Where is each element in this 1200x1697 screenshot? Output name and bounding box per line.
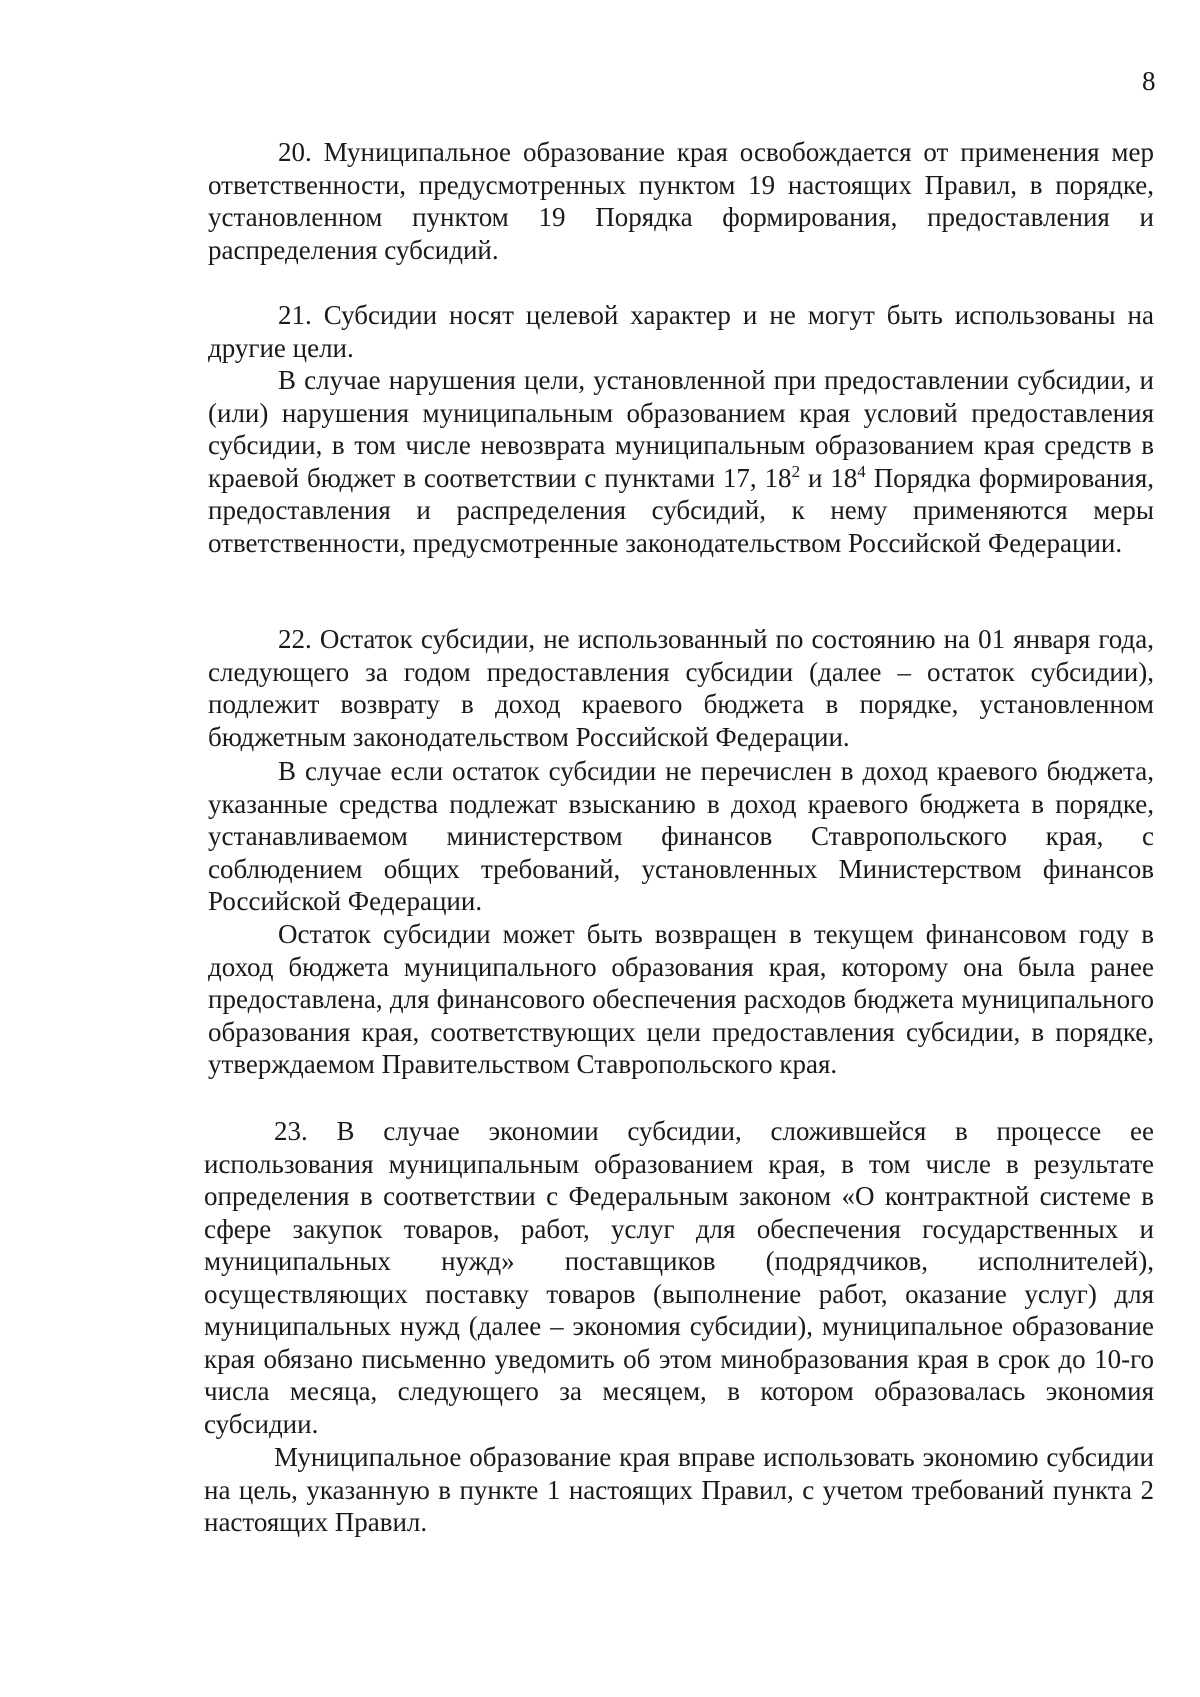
superscript-2: 2: [791, 461, 801, 481]
paragraph-23-savings-use: Муниципальное образование края вправе использовать экономию субсидии на цель, указанную в пункте 1 настоящих Правил, с учетом требований пункта 2 настоящих Правил.: [204, 1442, 1154, 1537]
paragraph-21-violation-text-1: В случае нарушения цели, установленной при предоставлении субсидии, и (или) нарушения муниципальным образованием края условий предоставления субсидии, в том числе невозврата муниципальным образованием края средств в краевой бюджет в соответствии с пунктами 17, 18: [208, 365, 1154, 493]
paragraph-22: 22. Остаток субсидии, не использованный по состоянию на 01 января года, следующего за годом предоставления субсидии (далее – остаток субсидии), подлежит возврату в доход краевого бюджета в порядке, установленном бюджетным законодательством Российской Федерации.: [208, 624, 1154, 752]
paragraph-20: 20. Муниципальное образование края освобождается от применения мер ответственности, предусмотренных пунктом 19 настоящих Правил, в порядке, установленном пунктом 19 Порядка формирования, предоставления и распределения субсидий.: [208, 137, 1154, 265]
paragraph-21-violation: [208, 364, 1154, 559]
page-number: 8: [1142, 66, 1156, 96]
paragraph-22-return: Остаток субсидии может быть возвращен в текущем финансовом году в доход бюджета муниципального образования края, которому она была ранее предоставлена, для финансового обеспечения расходов бюджета муниципального образования края, соответствующих цели предоставления субсидии, в порядке, утверждаемом Правительством Ставропольского края.: [208, 919, 1154, 1079]
superscript-4: 4: [857, 461, 866, 481]
paragraph-23: 23. В случае экономии субсидии, сложившейся в процессе ее использования муниципальным образованием края, в том числе в результате определения в соответствии с Федеральным законом «О контрактной системе в сфере закупок товаров, работ, услуг для обеспечения государственных и муниципальных нужд» поставщиков (подрядчиков, исполнителей), осуществляющих поставку товаров (выполнение работ, оказание услуг) для муниципальных нужд (далее – экономия субсидии), муниципальное образование края обязано письменно уведомить об этом минобразования края в срок до 10-го числа месяца, следующего за месяцем, в котором образовалась экономия субсидии.: [204, 1116, 1154, 1439]
paragraph-21-violation-text-3: Порядка формирования, предоставления и распределения субсидий, к нему применяются меры ответственности, предусмотренные законодательством Российской Федерации.: [208, 462, 1154, 558]
paragraph-22-recovery: В случае если остаток субсидии не перечислен в доход краевого бюджета, указанные средства подлежат взысканию в доход краевого бюджета в порядке, устанавливаемом министерством финансов Ставропольского края, с соблюдением общих требований, установленных Министерством финансов Российской Федерации.: [208, 756, 1154, 916]
paragraph-21-violation-text-2: и 18: [800, 462, 858, 493]
paragraph-21: 21. Субсидии носят целевой характер и не могут быть использованы на другие цели.: [208, 300, 1154, 363]
